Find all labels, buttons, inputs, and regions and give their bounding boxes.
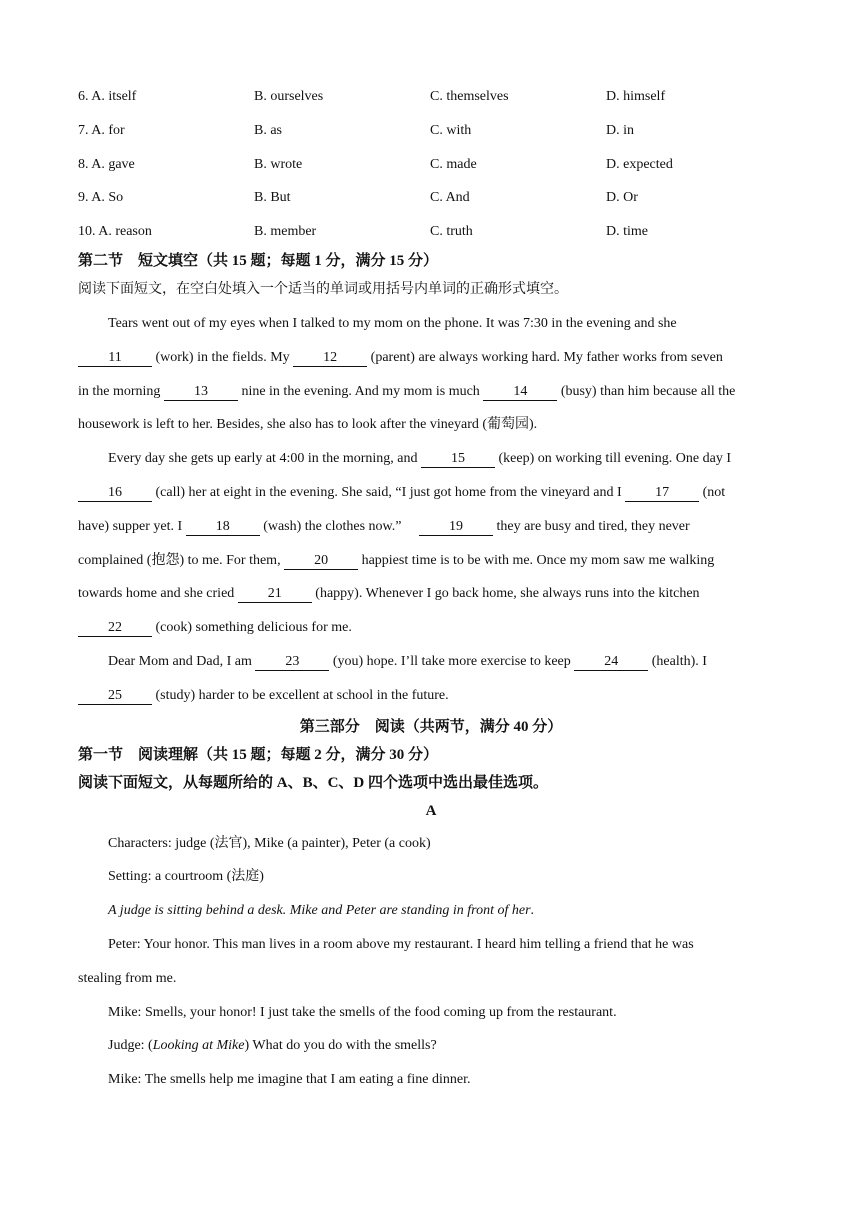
option-a: 9. A. So: [78, 190, 124, 206]
option-d: D. time: [606, 224, 648, 240]
blank-22[interactable]: 22: [78, 620, 152, 637]
passage-line: Mike: Smells, your honor! I just take the smells of the food coming up from the restaurant.: [108, 1004, 617, 1020]
option-b: B. But: [254, 190, 291, 206]
option-a: 7. A. for: [78, 122, 125, 138]
blank-25[interactable]: 25: [78, 688, 152, 705]
section-heading: 第二节 短文填空（共 15 题；每题 1 分，满分 15 分）: [78, 252, 439, 269]
passage-line: in the morning 13 nine in the evening. And my mom is much 14 (busy) than him because all the: [78, 383, 736, 399]
option-c: C. with: [430, 122, 472, 138]
blank-19[interactable]: 19: [419, 519, 493, 536]
blank-14[interactable]: 14: [483, 384, 557, 401]
passage-line: housework is left to her. Besides, she also has to look after the vineyard (葡萄园).: [78, 417, 538, 433]
passage-line: Characters: judge (法官), Mike (a painter), Peter (a cook): [108, 835, 431, 851]
passage-line: Every day she gets up early at 4:00 in the morning, and 15 (keep) on working till evening. One day I: [108, 451, 731, 467]
option-b: B. ourselves: [254, 89, 324, 104]
blank-20[interactable]: 20: [284, 553, 358, 570]
section-instruction: 阅读下面短文，从每题所给的 A、B、C、D 四个选项中选出最佳选项。: [78, 774, 549, 791]
passage-line: Mike: The smells help me imagine that I am eating a fine dinner.: [108, 1072, 471, 1088]
blank-23[interactable]: 23: [255, 654, 329, 671]
blank-21[interactable]: 21: [238, 586, 312, 603]
cloze-passage: [78, 307, 784, 713]
blank-17[interactable]: 17: [625, 485, 699, 502]
passage-label: A: [425, 802, 437, 819]
option-b: B. member: [254, 224, 317, 240]
option-d: D. himself: [606, 89, 666, 104]
passage-line: Setting: a courtroom (法庭): [108, 869, 264, 885]
blank-13[interactable]: 13: [164, 384, 238, 401]
blank-16[interactable]: 16: [78, 485, 152, 502]
options-block: [78, 80, 784, 249]
passage-line: 16 (call) her at eight in the evening. She said, “I just got home from the vineyard and I 17 (not: [78, 476, 784, 510]
blank-12[interactable]: 12: [293, 350, 367, 367]
section-instruction: 阅读下面短文，在空白处填入一个适当的单词或用括号内单词的正确形式填空。: [78, 281, 568, 297]
option-row: [78, 148, 784, 182]
passage-line: Judge: (Looking at Mike) What do you do with the smells?: [108, 1038, 437, 1054]
option-b: B. as: [254, 122, 282, 138]
blank-15[interactable]: 15: [421, 451, 495, 468]
option-a: 8. A. gave: [78, 156, 135, 172]
passage-line: 25 (study) harder to be excellent at school in the future.: [78, 679, 784, 713]
option-row: [78, 80, 784, 114]
option-row: [78, 215, 784, 249]
passage-line: towards home and she cried 21 (happy). Whenever I go back home, she always runs into the kitchen: [78, 586, 700, 602]
exam-page: [78, 80, 784, 1097]
passage-line: 22 (cook) something delicious for me.: [78, 611, 784, 645]
option-d: D. Or: [606, 190, 638, 206]
passage-line: Peter: Your honor. This man lives in a room above my restaurant. I heard him telling a friend that he was: [108, 936, 694, 952]
passage-line: have) supper yet. I 18 (wash) the clothes now.” 19 they are busy and tired, they never: [78, 518, 690, 534]
option-a: 6. A. itself: [78, 89, 137, 104]
passage-line: 11 (work) in the fields. My 12 (parent) are always working hard. My father works from seven: [78, 341, 784, 375]
passage-line: complained (抱怨) to me. For them, 20 happiest time is to be with me. Once my mom saw me walking: [78, 552, 715, 568]
blank-24[interactable]: 24: [574, 654, 648, 671]
passage-line: stealing from me.: [78, 970, 177, 986]
reading-passage: [78, 827, 784, 1097]
passage-line: Dear Mom and Dad, I am 23 (you) hope. I’ll take more exercise to keep 24 (health). I: [108, 653, 707, 669]
option-c: C. And: [430, 190, 470, 206]
blank-11[interactable]: 11: [78, 350, 152, 367]
stage-direction: A judge is sitting behind a desk. Mike and Peter are standing in front of her.: [108, 903, 535, 919]
part-heading: 第三部分 阅读（共两节，满分 40 分）: [299, 718, 563, 735]
option-c: C. themselves: [430, 89, 509, 104]
option-row: [78, 181, 784, 215]
passage-line: Tears went out of my eyes when I talked to my mom on the phone. It was 7:30 in the evening and she: [108, 315, 677, 331]
option-a: 10. A. reason: [78, 224, 152, 240]
option-c: C. truth: [430, 224, 473, 240]
blank-18[interactable]: 18: [186, 519, 260, 536]
option-b: B. wrote: [254, 156, 303, 172]
option-row: [78, 114, 784, 148]
option-d: D. expected: [606, 156, 673, 172]
section-heading: 第一节 阅读理解（共 15 题；每题 2 分，满分 30 分）: [78, 746, 439, 763]
option-c: C. made: [430, 156, 477, 172]
option-d: D. in: [606, 122, 634, 138]
